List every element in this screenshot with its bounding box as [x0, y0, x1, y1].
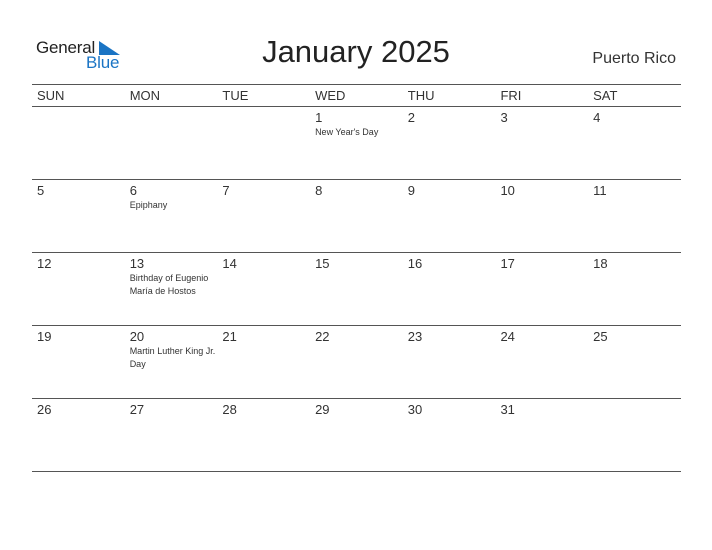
day-number: 5: [37, 183, 45, 198]
day-cell: [495, 399, 588, 471]
day-number: 16: [407, 256, 423, 271]
day-cell: [310, 180, 403, 252]
day-cell: [32, 399, 125, 471]
day-cell: [217, 180, 310, 252]
day-number: 25: [593, 329, 608, 344]
day-cell: [588, 399, 681, 471]
day-number: 9: [407, 183, 415, 198]
day-number: 27: [129, 402, 145, 417]
day-cell: [310, 399, 403, 471]
day-number: 1: [315, 110, 323, 125]
week-row: [32, 399, 681, 472]
day-cell: [403, 107, 496, 179]
day-number: 24: [500, 329, 515, 344]
day-number: 14: [222, 256, 237, 271]
holiday-label: Birthday of Eugenio María de Hostos: [129, 273, 209, 296]
weekday-label: WED: [315, 88, 346, 103]
week-row: [32, 253, 681, 326]
day-cell: [310, 107, 403, 179]
day-number: 15: [315, 256, 330, 271]
weekday-label: THU: [407, 88, 435, 103]
weekday-header: [32, 84, 681, 107]
holiday-label: New Year's Day: [315, 127, 379, 137]
weekday-label: FRI: [500, 88, 522, 103]
day-cell: [217, 253, 310, 325]
day-number: 23: [407, 329, 423, 344]
weekday-label: TUE: [222, 88, 249, 103]
day-cell: [310, 326, 403, 398]
day-cell: [588, 253, 681, 325]
day-number: 2: [407, 110, 415, 125]
holiday-label: Epiphany: [129, 200, 168, 210]
day-number: 3: [500, 110, 508, 125]
day-number: 26: [37, 402, 52, 417]
day-cell: [495, 180, 588, 252]
logo-text-general: General: [36, 38, 96, 57]
day-number: 21: [222, 329, 237, 344]
day-cell: [125, 399, 218, 471]
day-number: 6: [129, 183, 137, 198]
weeks-container: [32, 107, 681, 472]
holiday-label: Martin Luther King Jr. Day: [129, 346, 216, 369]
day-cell: [125, 253, 218, 325]
weekday-label: MON: [129, 88, 161, 103]
week-row: [32, 326, 681, 399]
day-cell: [403, 326, 496, 398]
day-cell: [588, 107, 681, 179]
week-row: [32, 180, 681, 253]
day-cell: [310, 253, 403, 325]
day-cell: [217, 107, 310, 179]
page-title: January 2025: [262, 34, 450, 69]
day-cell: [495, 253, 588, 325]
day-number: 19: [37, 329, 52, 344]
calendar-grid: [32, 84, 681, 472]
day-cell: [125, 180, 218, 252]
day-number: 10: [500, 183, 515, 198]
region-label: Puerto Rico: [592, 50, 676, 67]
weekday-label: SAT: [593, 88, 618, 103]
day-number: 29: [315, 402, 330, 417]
day-number: 7: [222, 183, 230, 198]
day-cell: [32, 107, 125, 179]
logo-text-blue: Blue: [86, 53, 120, 72]
day-cell: [125, 326, 218, 398]
day-cell: [32, 253, 125, 325]
day-number: 30: [407, 402, 423, 417]
day-cell: [125, 107, 218, 179]
day-number: 28: [222, 402, 237, 417]
day-number: 22: [315, 329, 330, 344]
day-number: 11: [593, 183, 607, 198]
day-number: 18: [593, 256, 608, 271]
weekday-label: SUN: [37, 88, 65, 103]
day-cell: [588, 180, 681, 252]
day-cell: [32, 326, 125, 398]
day-cell: [495, 326, 588, 398]
day-number: 13: [129, 256, 145, 271]
day-cell: [495, 107, 588, 179]
day-number: 12: [37, 256, 52, 271]
day-cell: [217, 326, 310, 398]
day-cell: [403, 253, 496, 325]
day-cell: [217, 399, 310, 471]
day-number: 4: [593, 110, 601, 125]
day-cell: [588, 326, 681, 398]
day-number: 17: [500, 256, 515, 271]
day-cell: [403, 399, 496, 471]
day-cell: [403, 180, 496, 252]
day-number: 8: [315, 183, 323, 198]
day-number: 31: [500, 402, 515, 417]
day-cell: [32, 180, 125, 252]
week-row: [32, 107, 681, 180]
day-number: 20: [129, 329, 145, 344]
